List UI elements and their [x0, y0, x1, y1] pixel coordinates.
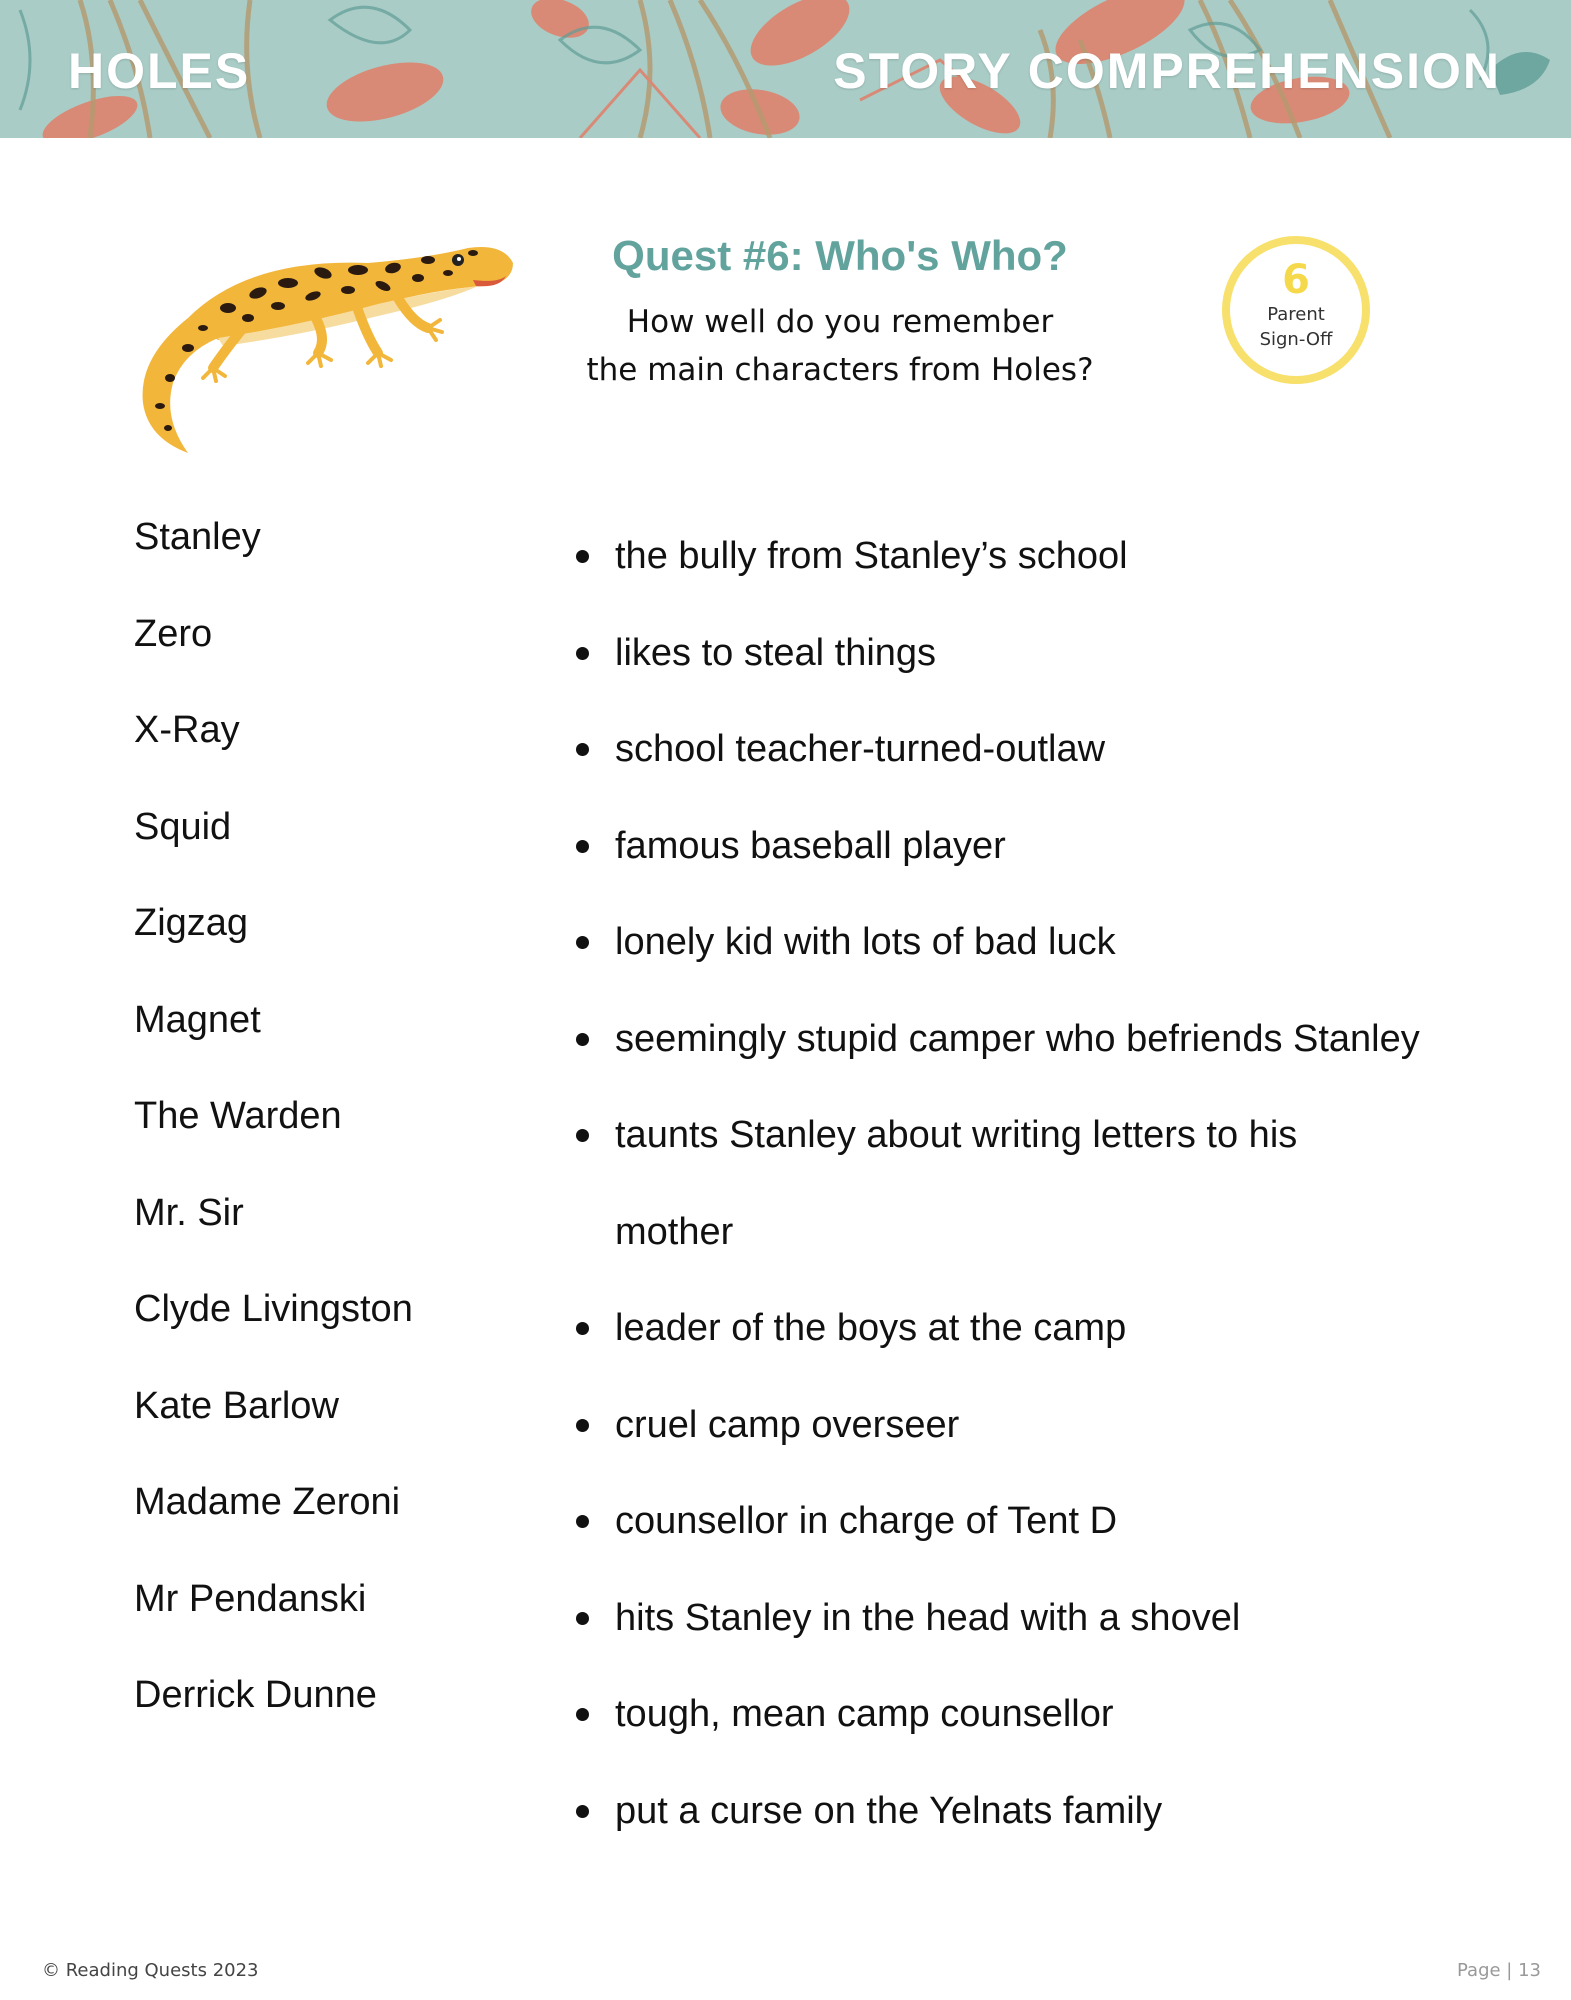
bullet-icon — [576, 1805, 589, 1818]
description-text: hits Stanley in the head with a shovel — [615, 1596, 1241, 1639]
lizard-icon — [128, 228, 528, 458]
bullet-icon — [576, 647, 589, 660]
description-item — [570, 991, 1550, 1088]
bullet-icon — [576, 743, 589, 756]
description-text: lonely kid with lots of bad luck — [615, 921, 1116, 963]
character-item: Kate Barlow — [134, 1384, 339, 1427]
description-item — [570, 1280, 1550, 1377]
parent-signoff-badge[interactable] — [1222, 236, 1370, 384]
description-text: counsellor in charge of Tent D — [615, 1500, 1118, 1542]
description-item — [570, 1763, 1550, 1860]
banner-title-left: HOLES — [68, 43, 251, 99]
description-item — [570, 1377, 1550, 1474]
bullet-icon — [576, 1322, 589, 1335]
description-item — [570, 1570, 1550, 1667]
description-text: tough, mean camp counsellor — [615, 1693, 1114, 1735]
character-item: The Warden — [134, 1095, 342, 1137]
description-item — [570, 605, 1550, 702]
character-item: Mr. Sir — [134, 1191, 244, 1234]
description-item — [570, 1473, 1550, 1570]
character-item: Zero — [134, 612, 213, 655]
footer-page-number: Page | 13 — [1457, 1960, 1541, 1981]
badge-label: Parent Sign-Off — [1259, 304, 1333, 350]
quest-subtitle-line-1: How well do you remember — [626, 304, 1054, 340]
character-item: Mr Pendanski — [134, 1577, 367, 1620]
description-item — [570, 894, 1550, 991]
description-text: taunts Stanley about writing letters to his mother — [615, 1114, 1298, 1253]
character-item: Madame Zeroni — [134, 1481, 401, 1523]
banner-title-right: STORY COMPREHENSION — [833, 43, 1501, 99]
badge-number: 6 — [1282, 257, 1310, 303]
bullet-icon — [576, 840, 589, 853]
description-item — [570, 508, 1550, 605]
character-item: Squid — [134, 805, 232, 848]
bullet-icon — [576, 1612, 589, 1625]
quest-subtitle-line-2: the main characters from Holes? — [586, 352, 1094, 388]
bullet-icon — [576, 1033, 589, 1046]
character-list — [134, 508, 574, 1763]
character-item: Clyde Livingston — [134, 1288, 413, 1330]
footer-copyright: © Reading Quests 2023 — [42, 1960, 259, 1981]
bullet-icon — [576, 1129, 589, 1142]
bullet-icon — [576, 550, 589, 563]
description-text: cruel camp overseer — [615, 1403, 960, 1446]
description-list — [570, 508, 1550, 1859]
header-banner — [0, 0, 1571, 138]
description-text: leader of the boys at the camp — [615, 1307, 1127, 1349]
character-item: Stanley — [134, 516, 261, 558]
character-item: X-Ray — [134, 709, 240, 751]
quest-title: Quest #6: Who's Who? — [612, 232, 1068, 279]
bullet-icon — [576, 1708, 589, 1721]
description-text: seemingly stupid camper who befriends Stanley — [615, 1017, 1420, 1060]
bullet-icon — [576, 936, 589, 949]
description-text: the bully from Stanley’s school — [615, 535, 1128, 577]
description-text: likes to steal things — [615, 631, 937, 674]
description-item — [570, 1666, 1550, 1763]
description-item — [570, 1087, 1415, 1280]
description-text: famous baseball player — [615, 824, 1006, 867]
description-item — [570, 798, 1550, 895]
bullet-icon — [576, 1515, 589, 1528]
character-item: Derrick Dunne — [134, 1674, 377, 1716]
description-text: put a curse on the Yelnats family — [615, 1789, 1163, 1832]
bullet-icon — [576, 1419, 589, 1432]
description-text: school teacher-turned-outlaw — [615, 728, 1106, 770]
character-item: Magnet — [134, 998, 261, 1041]
description-item — [570, 701, 1550, 798]
character-item: Zigzag — [134, 902, 249, 944]
quest-subtitle — [500, 298, 1180, 394]
